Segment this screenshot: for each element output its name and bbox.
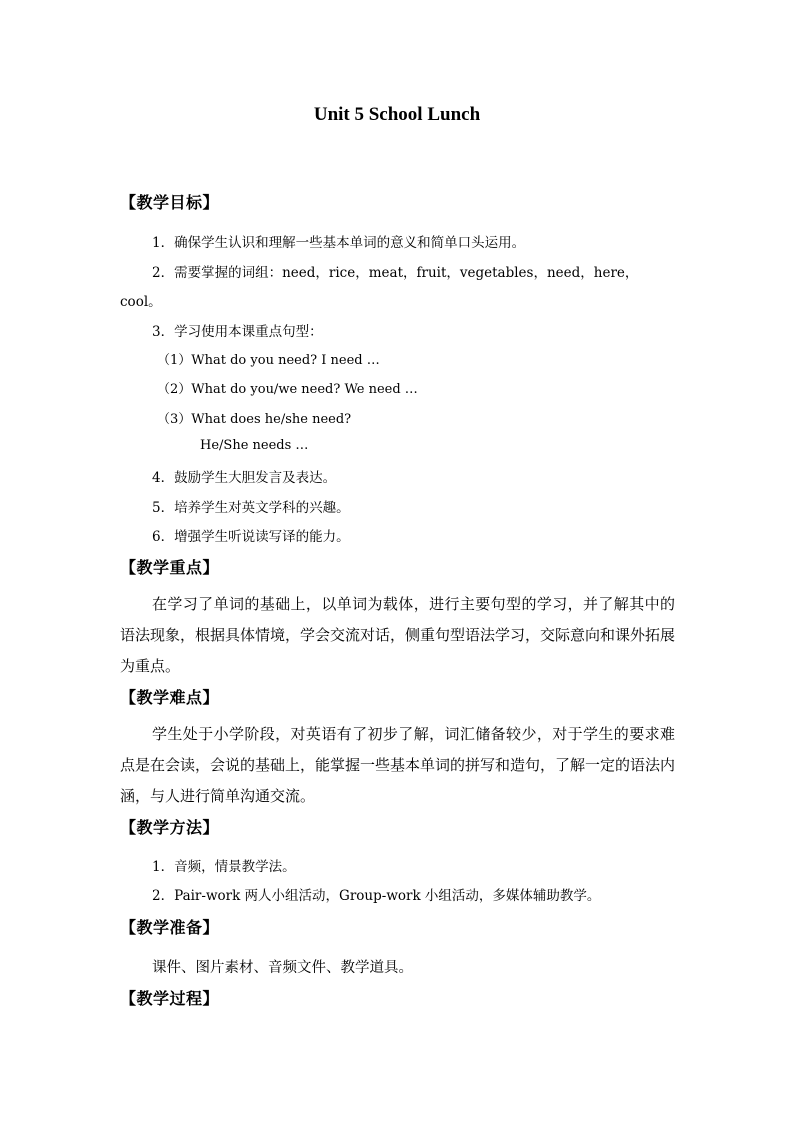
difficulties-paragraph: 学生处于小学阶段，对英语有了初步了解，词汇储备较少，对于学生的要求难点是在会读，会说的基础上，能掌握一些基本单词的拼写和造句，了解一定的语法内涵，与人进行简单沟通交流。 [120,725,676,805]
section-heading-methods: 【教学方法】 [120,818,220,837]
objective-item: 1．确保学生认识和理解一些基本单词的意义和简单口头运用。 [152,235,526,251]
objective-item: 5．培养学生对英文学科的兴趣。 [152,500,350,516]
key-points-paragraph: 在学习了单词的基础上，以单词为载体，进行主要句型的学习，并了解其中的语法现象，根据具体情境，学会交流对话，侧重句型语法学习，交际意向和课外拓展为重点。 [120,595,676,675]
section-heading-key-points: 【教学重点】 [120,558,220,577]
objective-item: 2．需要掌握的词组：need，rice，meat，fruit，vegetables，need，here， [152,265,639,281]
section-heading-difficulties: 【教学难点】 [120,688,220,707]
objective-item: cool。 [120,294,162,310]
objective-item: 3．学习使用本课重点句型： [152,324,323,340]
method-item: 1．音频，情景教学法。 [152,859,296,875]
objective-item: He/She needs … [200,438,309,453]
section-heading-preparation: 【教学准备】 [120,918,220,937]
objective-item: 4．鼓励学生大胆发言及表达。 [152,470,337,486]
method-item: 2．Pair-work 两人小组活动，Group-work 小组活动，多媒体辅助教学。 [152,888,601,904]
objective-item: （1）What do you need? I need … [157,353,380,368]
section-heading-process: 【教学过程】 [120,989,220,1008]
objective-item: （2）What do you/we need? We need … [157,382,418,397]
objective-item: （3）What does he/she need? [157,412,352,427]
document-title: Unit 5 School Lunch [313,104,481,125]
preparation-text: 课件、图片素材、音频文件、教学道具。 [152,960,413,976]
objective-item: 6．增强学生听说读写译的能力。 [152,529,350,545]
section-heading-objectives: 【教学目标】 [120,193,220,212]
